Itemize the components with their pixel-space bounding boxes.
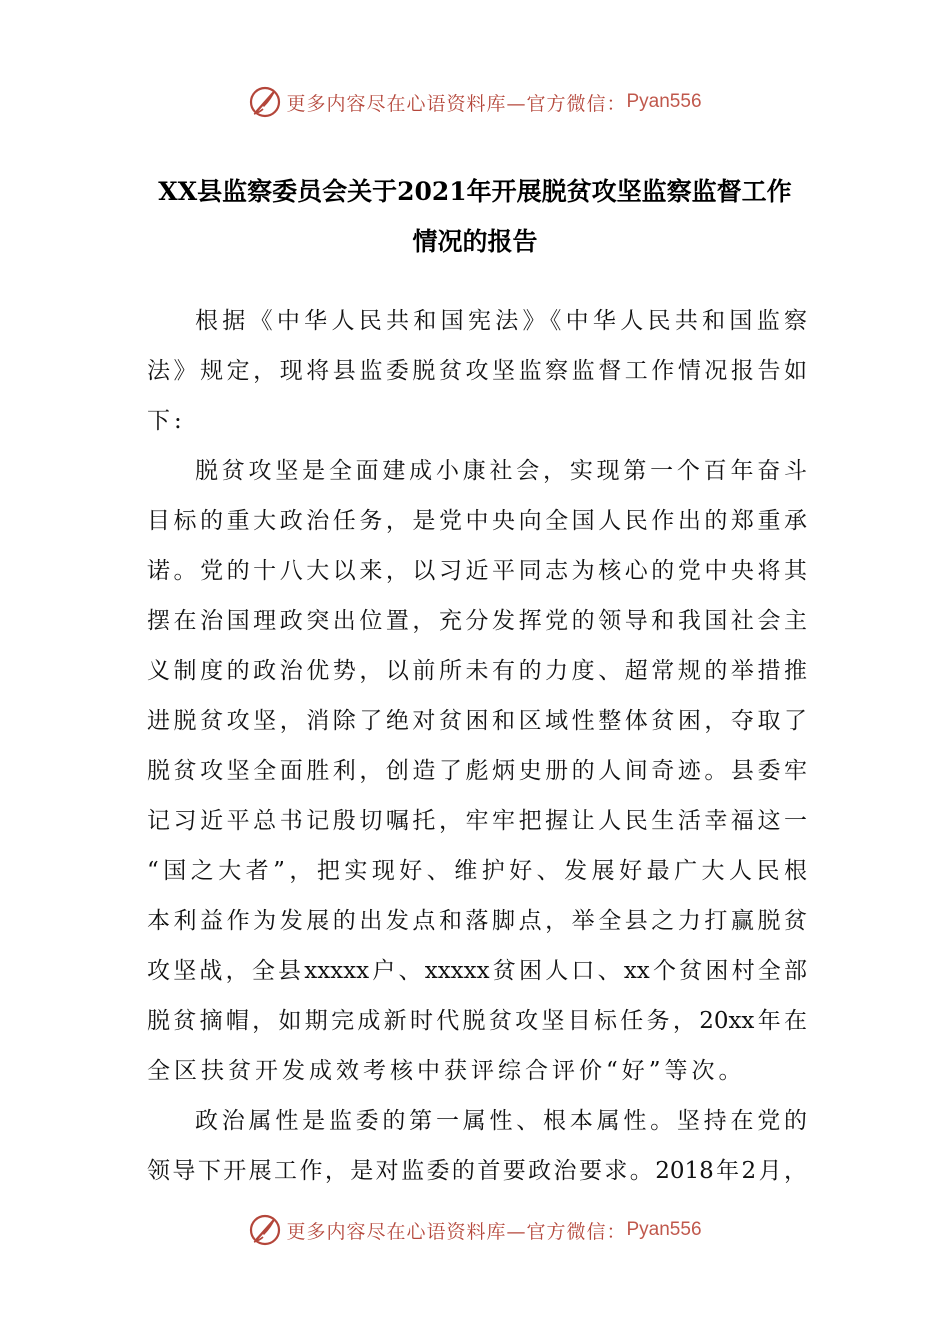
document-body [147, 296, 807, 1196]
document-title-continued: 情况的报告 [412, 227, 538, 256]
paragraph-line: 摆在治国理政突出位置，充分发挥党的领导和我国社会主 [147, 608, 807, 634]
paragraph-line: 法》规定，现将县监委脱贫攻坚监察监督工作情况报告如 [147, 358, 807, 384]
paragraph-line: 义制度的政治优势，以前所未有的力度、超常规的举措推 [147, 658, 807, 684]
watermark-text: 更多内容尽在心语资料库—官方微信： [286, 92, 627, 115]
paragraph-line: 根据《中华人民共和国宪法》《中华人民共和国监察 [195, 308, 807, 334]
paragraph-line: 脱贫攻坚是全面建成小康社会，实现第一个百年奋斗 [195, 458, 807, 484]
watermark-banner-bottom [0, 1210, 950, 1250]
document-title: XX县监察委员会关于2021年开展脱贫攻坚监察监督工作 [158, 177, 792, 206]
paragraph-line: 脱贫攻坚全面胜利，创造了彪炳史册的人间奇迹。县委牢 [147, 758, 807, 784]
paragraph-line: 领导下开展工作，是对监委的首要政治要求。2018年2月， [147, 1158, 807, 1184]
paragraph-line: “国之大者”，把实现好、维护好、发展好最广大人民根 [147, 858, 807, 884]
paragraph-line: 目标的重大政治任务，是党中央向全国人民作出的郑重承 [147, 508, 807, 534]
paragraph-line: 下: [147, 408, 186, 434]
watermark-text: 更多内容尽在心语资料库—官方微信： [286, 1220, 627, 1243]
paragraph-line: 全区扶贫开发成效考核中获评综合评价“好”等次。 [147, 1058, 746, 1084]
paragraph-line: 脱贫摘帽，如期完成新时代脱贫攻坚目标任务，20xx年在 [147, 1008, 807, 1034]
paragraph-line: 本利益作为发展的出发点和落脚点，举全县之力打赢脱贫 [147, 908, 807, 934]
paragraph-line: 政治属性是监委的第一属性、根本属性。坚持在党的 [195, 1108, 807, 1134]
paragraph-line: 诺。党的十八大以来，以习近平同志为核心的党中央将其 [147, 558, 807, 584]
watermark-wechat-id: Pyan556 [626, 1219, 702, 1240]
watermark-wechat-id: Pyan556 [626, 91, 702, 112]
paragraph-line: 进脱贫攻坚，消除了绝对贫困和区域性整体贫困，夺取了 [147, 708, 807, 734]
quill-logo-icon [248, 85, 282, 119]
watermark-banner-top [0, 82, 950, 122]
quill-logo-icon [248, 1213, 282, 1247]
paragraph-line: 攻坚战，全县xxxxx户、xxxxx贫困人口、xx个贫困村全部 [147, 958, 807, 984]
paragraph-line: 记习近平总书记殷切嘱托，牢牢把握让人民生活幸福这一 [147, 808, 807, 834]
